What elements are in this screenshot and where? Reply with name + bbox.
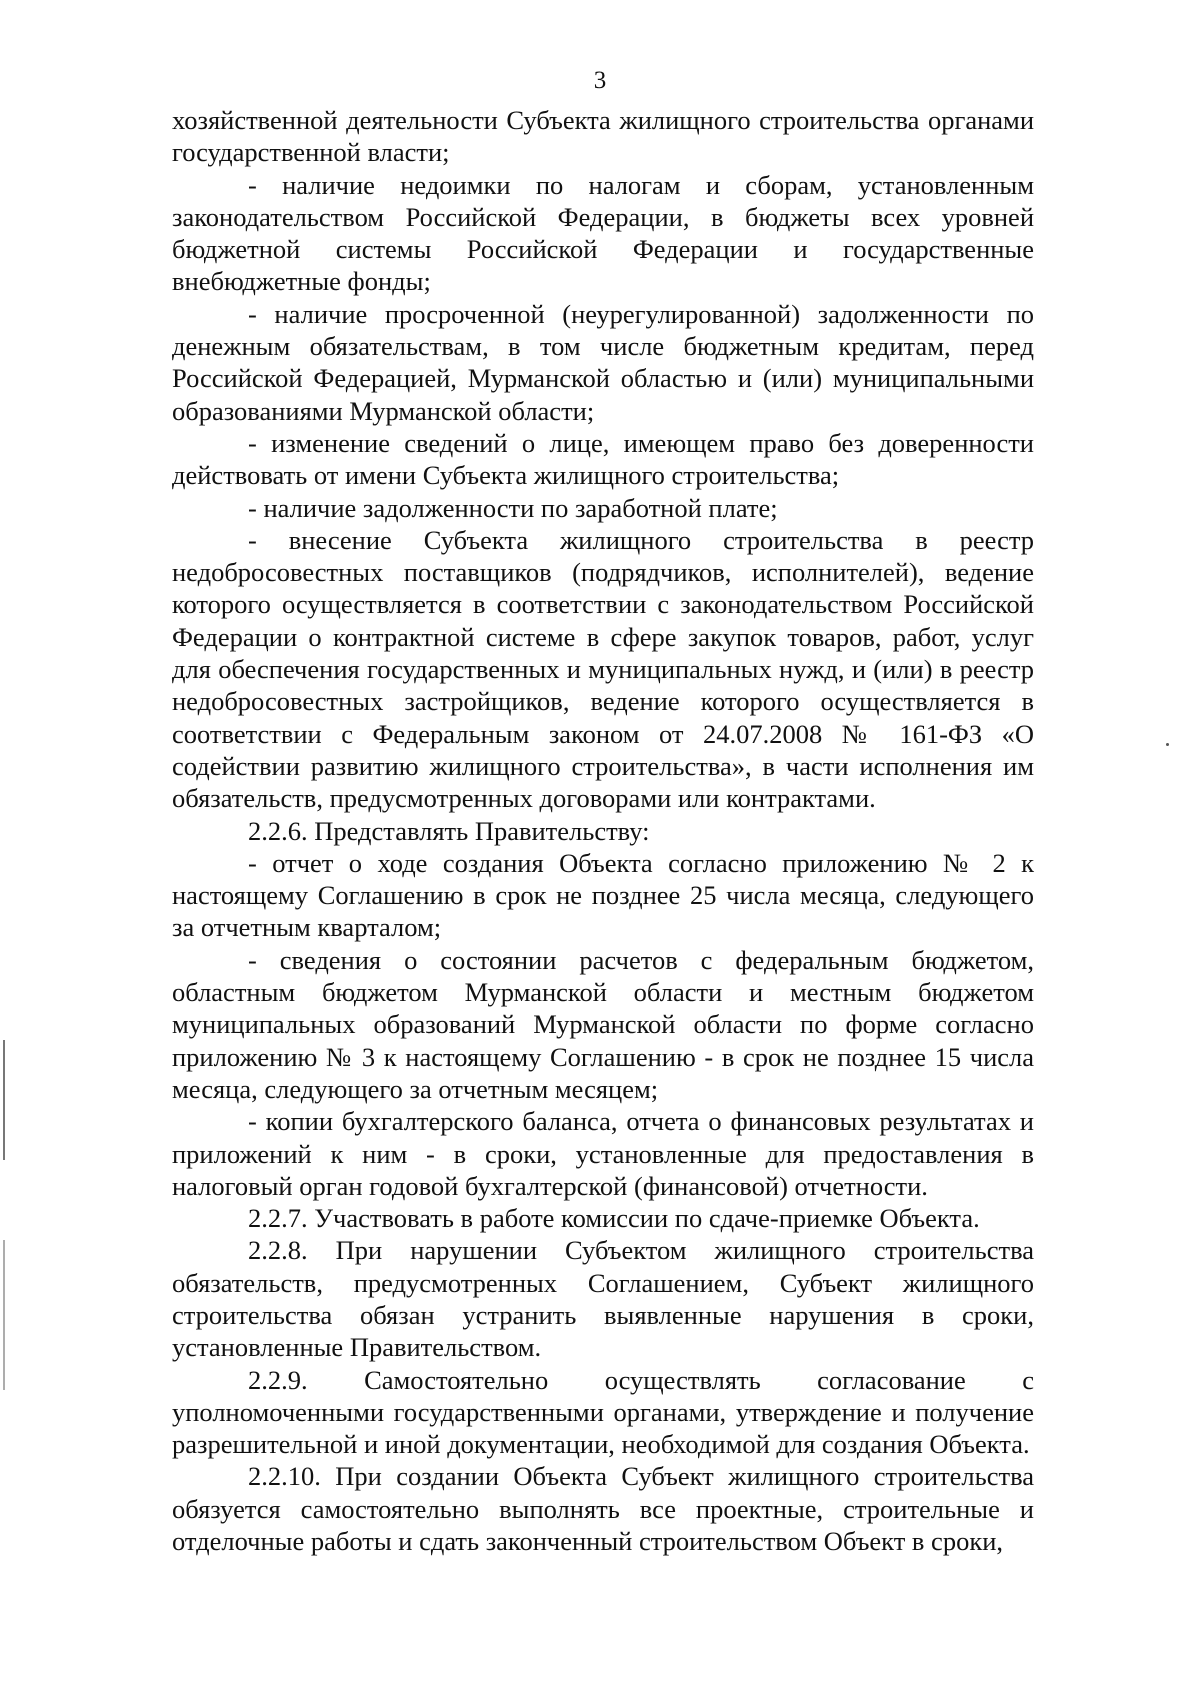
paragraph-authorized-person-change: - изменение сведений о лице, имеющем право без доверенности действовать от имени Субъекта жилищного строительства; [172, 427, 1034, 491]
document-body [172, 104, 1034, 1557]
paragraph-continuation: хозяйственной деятельности Субъекта жилищного строительства органами государственной власти; [172, 105, 1034, 168]
scan-speck [1166, 743, 1169, 746]
page-number: 3 [593, 67, 607, 94]
paragraph-progress-report: - отчет о ходе создания Объекта согласно приложению № 2 к настоящему Соглашению в срок не позднее 25 числа месяца, следующего за отчетным кварталом; [172, 847, 1034, 943]
clause-2-2-6: 2.2.6. Представлять Правительству: [248, 815, 650, 846]
paragraph-overdue-debt: - наличие просроченной (неурегулированной) задолженности по денежным обязательствам, в том числе бюджетным кредитам, перед Российской Федерацией, Мурманской областью и (или) муниципальными образованиями Мурманской области; [172, 298, 1034, 426]
paragraph-wage-arrears: - наличие задолженности по заработной плате; [248, 492, 778, 523]
clause-2-2-7: 2.2.7. Участвовать в работе комиссии по сдаче-приемке Объекта. [248, 1203, 980, 1234]
paragraph-unfair-registry: - внесение Субъекта жилищного строительства в реестр недобросовестных поставщиков (подрядчиков, исполнителей), ведение которого осуществляется в соответствии с законодательством Российской Федерации о контрактной системе в сфере закупок товаров, работ, услуг для обеспечения государственных и муниципальных нужд, и (или) в реестр недобросовестных застройщиков, ведение которого осуществляется в соответствии с Федеральным законом от 24.07.2008 № 161-ФЗ «О содействии развитию жилищного строительства», в части исполнения им обязательств, предусмотренных договорами или контрактами. [172, 524, 1034, 814]
clause-2-2-9: 2.2.9. Самостоятельно осуществлять согласование с уполномоченными государственными органами, утверждение и получение разрешительной и иной документации, необходимой для создания Объекта. [172, 1364, 1034, 1460]
paragraph-tax-arrears: - наличие недоимки по налогам и сборам, установленным законодательством Российской Федерации, в бюджеты всех уровней бюджетной системы Российской Федерации и государственные внебюджетные фонды; [172, 169, 1034, 297]
paragraph-budget-settlements: - сведения о состоянии расчетов с федеральным бюджетом, областным бюджетом Мурманской области и местным бюджетом муниципальных образований Мурманской области по форме согласно приложению № 3 к настоящему Соглашению - в срок не позднее 15 числа месяца, следующего за отчетным месяцем; [172, 944, 1034, 1104]
scan-edge-mark [3, 1240, 5, 1390]
clause-2-2-8: 2.2.8. При нарушении Субъектом жилищного строительства обязательств, предусмотренных Соглашением, Субъект жилищного строительства обязан устранить выявленные нарушения в сроки, установленные Правительством. [172, 1235, 1034, 1363]
clause-2-2-10: 2.2.10. При создании Объекта Субъект жилищного строительства обязуется самостоятельно выполнять все проектные, строительные и отделочные работы и сдать законченный строительством Объект в сроки, [172, 1461, 1034, 1557]
paragraph-balance-copies: - копии бухгалтерского баланса, отчета о финансовых результатах и приложений к ним - в сроки, установленные для предоставления в налоговый орган годовой бухгалтерской (финансовой) отчетности. [172, 1106, 1034, 1201]
scan-edge-mark [3, 1040, 5, 1160]
